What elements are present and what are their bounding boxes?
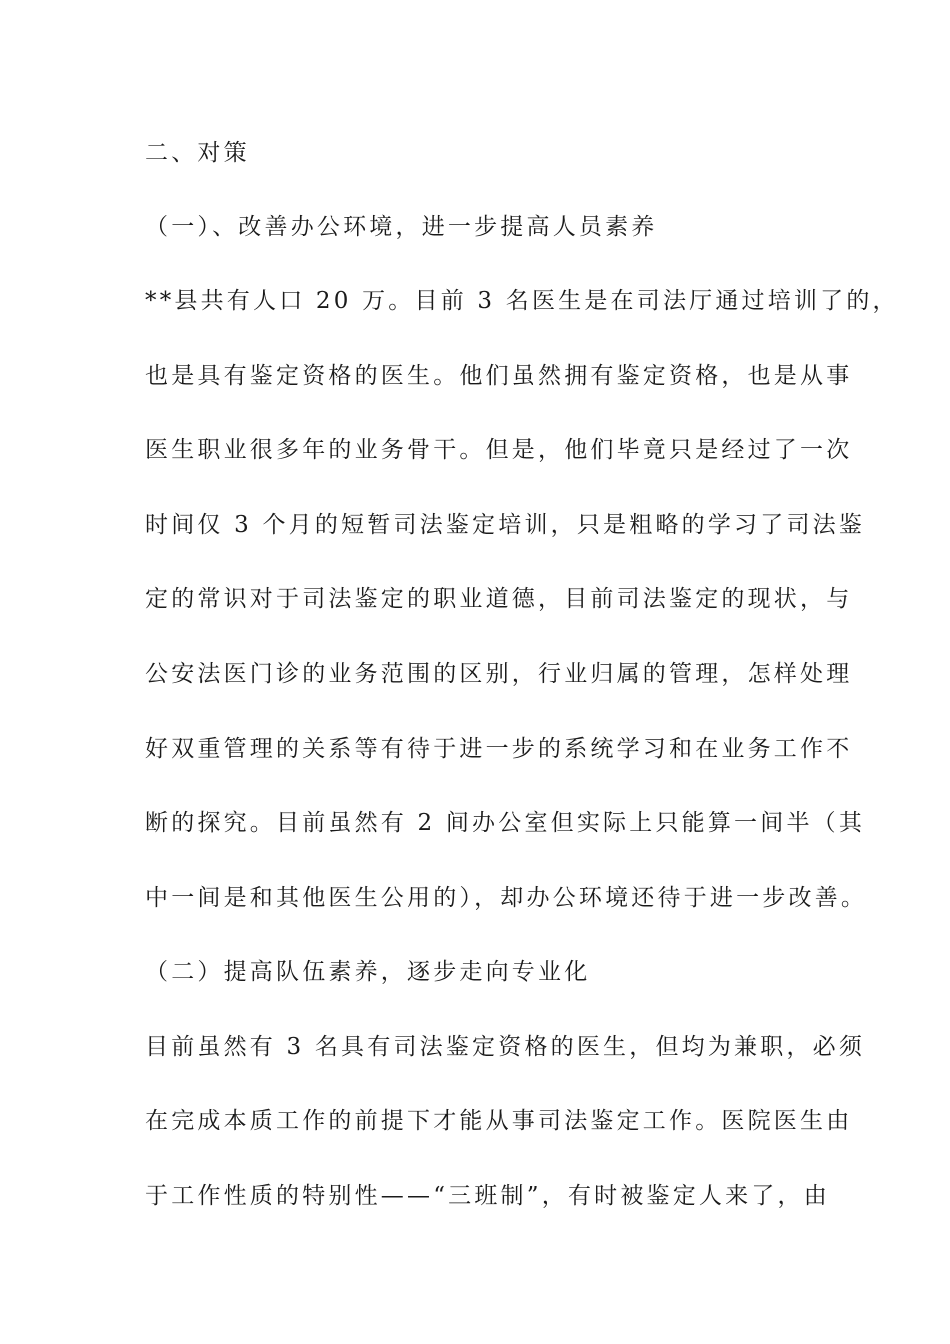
paragraph-2-line: 目前虽然有 3 名具有司法鉴定资格的医生，但均为兼职，必须	[145, 1034, 866, 1060]
paragraph-1-line: 断的探究。目前虽然有 2 间办公室但实际上只能算一间半（其	[145, 810, 866, 836]
paragraph-1-line: 中一间是和其他医生公用的），却办公环境还待于进一步改善。	[145, 885, 868, 911]
paragraph-1-line: 也是具有鉴定资格的医生。他们虽然拥有鉴定资格，也是从事	[145, 363, 853, 389]
paragraph-1-line: 时间仅 3 个月的短暂司法鉴定培训，只是粗略的学习了司法鉴	[145, 512, 866, 538]
paragraph-1-line: **县共有人口 20 万。目前 3 名医生是在司法厅通过培训了的，	[145, 288, 899, 314]
paragraph-1-line: 定的常识对于司法鉴定的职业道德，目前司法鉴定的现状，与	[145, 586, 853, 612]
section-heading: 二、对策	[145, 140, 250, 166]
paragraph-1-line: 医生职业很多年的业务骨干。但是，他们毕竟只是经过了一次	[145, 437, 853, 463]
paragraph-1-line: 公安法医门诊的业务范围的区别，行业归属的管理，怎样处理	[145, 661, 853, 687]
paragraph-1-line: 好双重管理的关系等有待于进一步的系统学习和在业务工作不	[145, 736, 853, 762]
subsection-heading-2: （二）提高队伍素养，逐步走向专业化	[145, 959, 591, 985]
subsection-heading-1: （一）、改善办公环境，进一步提高人员素养	[145, 214, 658, 240]
paragraph-2-line: 于工作性质的特别性——“三班制”，有时被鉴定人来了，由	[145, 1183, 830, 1209]
paragraph-2-line: 在完成本质工作的前提下才能从事司法鉴定工作。医院医生由	[145, 1108, 853, 1134]
